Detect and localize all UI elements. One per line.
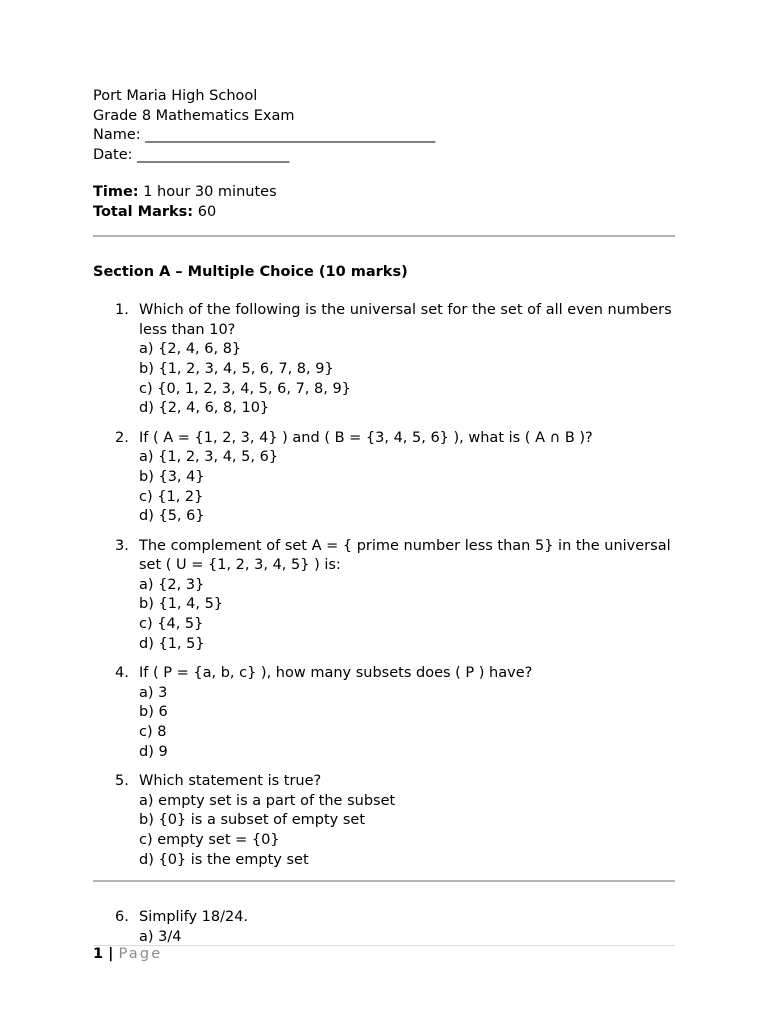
option-d: d) {2, 4, 6, 8, 10}: [139, 400, 270, 417]
page-label: Page: [118, 946, 163, 962]
option-a: a) 3/4: [139, 928, 182, 945]
footer-separator: |: [103, 946, 119, 962]
question-3: [93, 537, 675, 655]
question-stem: Simplify 18/24.: [139, 909, 249, 926]
option-b: b) {1, 2, 3, 4, 5, 6, 7, 8, 9}: [139, 360, 334, 377]
section-a-title: Section A – Multiple Choice (10 marks): [93, 263, 408, 280]
question-4: [93, 664, 675, 762]
exam-title: Grade 8 Mathematics Exam: [93, 107, 295, 124]
option-c: c) 8: [139, 724, 167, 741]
option-d: d) {0} is the empty set: [139, 851, 309, 868]
page-footer: [93, 945, 162, 965]
exam-header: [93, 87, 675, 223]
option-a: a) 3: [139, 684, 168, 701]
total-marks-value: 60: [193, 203, 217, 220]
option-b: b) {1, 4, 5}: [139, 596, 224, 613]
question-number: 6.: [115, 909, 129, 926]
question-stem: The complement of set A = { prime number less than 5} in the universal set ( U = {1, 2, 3, 4, 5} ) is:: [139, 537, 671, 574]
question-2: [93, 429, 675, 527]
option-b: b) {3, 4}: [139, 468, 205, 485]
option-a: a) {2, 4, 6, 8}: [139, 341, 242, 358]
page-content: [93, 87, 675, 957]
header-gap: [93, 165, 675, 183]
question-stem: Which of the following is the universal set for the set of all even numbers less than 10?: [139, 302, 672, 338]
question-number: 1.: [115, 302, 129, 319]
section-a-questions: [93, 301, 675, 870]
question-5: [93, 772, 675, 870]
option-b: b) 6: [139, 704, 168, 721]
question-number: 3.: [115, 537, 129, 554]
option-d: d) {5, 6}: [139, 508, 205, 525]
time-row: [93, 183, 675, 203]
option-d: d) {1, 5}: [139, 635, 205, 652]
total-marks-label: Total Marks:: [93, 203, 194, 220]
option-c: c) empty set = {0}: [139, 832, 280, 848]
option-c: c) {1, 2}: [139, 488, 204, 505]
option-d: d) 9: [139, 743, 168, 760]
school-name: Port Maria High School: [93, 88, 258, 104]
option-a: a) empty set is a part of the subset: [139, 792, 396, 809]
question-number: 2.: [115, 429, 129, 446]
question-stem: Which statement is true?: [139, 773, 322, 790]
page-number: 1: [93, 946, 104, 962]
question-stem: If ( P = {a, b, c} ), how many subsets does ( P ) have?: [139, 665, 533, 682]
option-c: c) {4, 5}: [139, 616, 204, 633]
total-marks-row: [93, 203, 675, 223]
option-c: c) {0, 1, 2, 3, 4, 5, 6, 7, 8, 9}: [139, 380, 351, 397]
option-b: b) {0} is a subset of empty set: [139, 812, 366, 829]
date-field-line: Date: _____________________: [93, 146, 290, 163]
time-value: 1 hour 30 minutes: [138, 184, 277, 201]
continued-questions: [93, 908, 675, 947]
name-field-line: Name: ________________________________________: [93, 127, 436, 144]
section-divider: [93, 880, 675, 882]
header-divider: [93, 235, 675, 237]
footer-divider: [93, 945, 675, 946]
question-number: 4.: [115, 665, 129, 682]
option-a: a) {1, 2, 3, 4, 5, 6}: [139, 449, 279, 466]
question-6: [93, 908, 675, 947]
question-1: [93, 301, 675, 419]
question-number: 5.: [115, 773, 129, 790]
time-label: Time:: [93, 184, 139, 201]
option-a: a) {2, 3}: [139, 576, 205, 593]
question-stem: If ( A = {1, 2, 3, 4} ) and ( B = {3, 4, 5, 6} ), what is ( A ∩ B )?: [139, 429, 593, 446]
